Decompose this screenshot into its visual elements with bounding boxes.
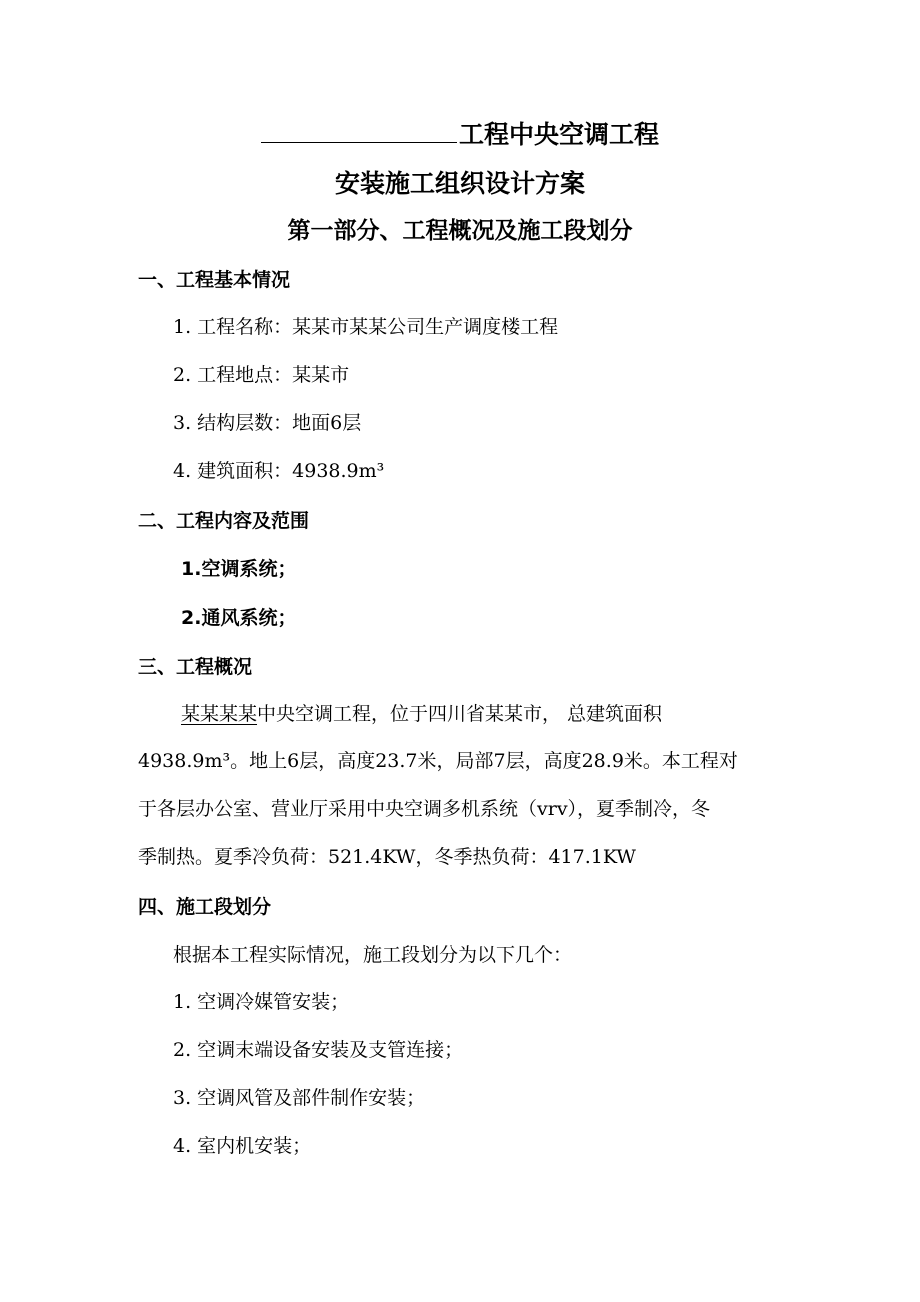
title-line-2: 安装施工组织设计方案	[334, 169, 585, 198]
list-item: 3. 结构层数：地面6层	[173, 412, 362, 434]
list-item: 4. 室内机安装；	[173, 1135, 312, 1157]
title-line-1	[0, 118, 920, 151]
list-item: 3. 空调风管及部件制作安装；	[173, 1087, 426, 1109]
list-item: 1.空调系统；	[181, 558, 297, 580]
paragraph-line: 季制热。夏季冷负荷：521.4KW，冬季热负荷：417.1KW	[138, 846, 636, 868]
section-heading-stages: 四、施工段划分	[138, 896, 272, 918]
part-heading: 第一部分、工程概况及施工段划分	[287, 218, 633, 244]
section-heading-overview: 三、工程概况	[138, 656, 253, 678]
paragraph-line: 4938.9m³。地上6层，高度23.7米，局部7层，高度28.9米。本工程对	[138, 750, 738, 772]
paragraph-line: 于各层办公室、营业厅采用中央空调多机系统（vrv），夏季制冷，冬	[138, 798, 711, 820]
list-item: 1. 空调冷媒管安装；	[173, 991, 350, 1013]
section-heading-scope: 二、工程内容及范围	[138, 510, 310, 532]
list-item: 2. 空调末端设备安装及支管连接；	[173, 1039, 464, 1061]
paragraph-text: 中央空调工程，位于四川省某某市， 总建筑面积	[257, 703, 663, 725]
list-item: 4. 建筑面积：4938.9m³	[173, 460, 385, 482]
title-blank-underline	[261, 118, 457, 143]
list-item: 1. 工程名称：某某市某某公司生产调度楼工程	[173, 316, 559, 338]
underlined-project-name: 某某某某	[181, 703, 258, 725]
paragraph-intro: 根据本工程实际情况，施工段划分为以下几个：	[173, 944, 573, 966]
list-item: 2.通风系统；	[181, 607, 297, 629]
title-project-name: 工程中央空调工程	[458, 120, 659, 149]
paragraph-line	[181, 701, 662, 727]
list-item: 2. 工程地点：某某市	[173, 364, 350, 386]
section-heading-basic-info: 一、工程基本情况	[138, 269, 291, 291]
